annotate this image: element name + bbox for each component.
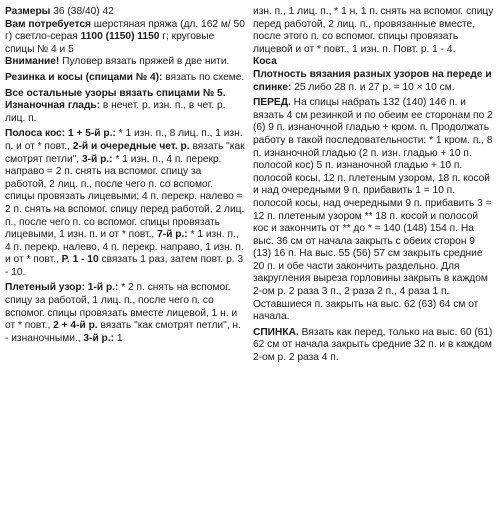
text-run: вязать по схеме. bbox=[162, 71, 245, 83]
text-run: На спицы набрать 132 (140) 146 п. и вязать 4 см резинкой и по обеим ее сторонам по 2 (6) 9 п. изнаночной гладью + кром. п. Продолжать работу в такой последовательности: * 1 кром. п., 8 п. изнаночной гладью (2 п. изн. гладью + 10 п. полосой кос) 5 п. изнаночной гладью + 10 п. полосой косы, 12 п. плетеным узором, 18 п. косой и над очередными 9 п. прибавить 1 = 10 п. полосой косы, над очередными 9 п. прибавить 3 = 12 п. плетеным узором ** 18 п. косой и полосой кос и закончить от ** до * = 140 (148) 154 п. На выс. 36 см от начала закрыть с обеих сторон 9 (13) 16 п. На выс. 55 (56) 57 см закрыть средние 20 п. и обе части закончить раздельно. Для закругления выреза горловины закрыть в каждом 2-ом р. 2 раза 3 п., 2 раза 2 п., 4 раза 1 п. Оставшиеся п. закрыть на выс. 62 (63) 64 см от начала. bbox=[253, 97, 493, 323]
bold-text-run: Все остальные узоры вязать спицами № 5. bbox=[5, 87, 226, 99]
bold-text-run: Вам потребуется bbox=[5, 18, 91, 30]
bold-text-run: 2 + 4-й р. bbox=[53, 320, 98, 332]
bold-text-run: 7-й р.: bbox=[157, 229, 188, 241]
bold-text-run: Коса bbox=[253, 56, 277, 68]
right-column bbox=[253, 6, 495, 524]
paragraph-purl-stitch bbox=[5, 100, 245, 125]
text-run: шерстяная пряжа (дл. 162 м/ 50 г) светло-серая bbox=[5, 18, 245, 43]
bold-text-run: ПЕРЕД. bbox=[253, 97, 291, 109]
bold-text-run: 3-й р.: bbox=[83, 332, 114, 344]
bold-text-run: 3-й р.: bbox=[81, 153, 113, 165]
paragraph-attention bbox=[5, 56, 245, 69]
bold-text-run: Внимание! bbox=[5, 56, 60, 68]
text-run: г; круговые спицы № 4 и 5 bbox=[5, 31, 215, 55]
paragraph-rib-heading bbox=[5, 72, 245, 85]
text-run: в нечет. р. изн. п., в чет. р. лиц. п. bbox=[5, 100, 226, 124]
text-run: * 1 изн. п., 8 лиц. п., 1 изн. п. и от * повт., bbox=[5, 128, 243, 152]
text-run: 36 (38/40) 42 bbox=[50, 6, 114, 17]
text-run: * 2 п. снять на вспомог. спицу за работой, 1 лиц. п., после чего п. со вспомог. спицы провязать вместе лицевой, 1 н. и от * повт., bbox=[5, 282, 238, 332]
paragraph-braid-cont bbox=[253, 6, 495, 56]
bold-text-run: Плетеный узор: 1-й р.: bbox=[5, 282, 119, 294]
paragraph-braid-pattern bbox=[5, 282, 245, 345]
bold-text-run: Р. 1 - 10 bbox=[61, 254, 99, 266]
text-run: 25 либо 28 п. и 27 р. = 10 × 10 см. bbox=[291, 81, 455, 93]
paragraph-sizes bbox=[5, 6, 245, 19]
text-run: Пуловер вязать пряжей в две нити. bbox=[59, 56, 230, 68]
paragraph-other-heading bbox=[5, 88, 245, 101]
bold-text-run: Полоса кос: 1 + 5-й р.: bbox=[5, 128, 116, 140]
bold-text-run: 2-й и очередные чет. р. bbox=[72, 140, 190, 152]
paragraph-cable-strip bbox=[5, 128, 245, 279]
bold-text-run: Плотность вязания разных узоров на переде и спинке: bbox=[253, 68, 492, 93]
bold-text-run: СПИНКА. bbox=[253, 326, 299, 338]
left-column bbox=[5, 6, 245, 524]
paragraph-gauge bbox=[253, 69, 495, 94]
paragraph-back bbox=[253, 327, 495, 365]
text-run: вязать "как смотрят петли", bbox=[5, 140, 245, 165]
paragraph-braid-word bbox=[253, 56, 495, 69]
text-run: изн. п., 1 лиц. п., * 1 н, 1 п. снять на вспомог. спицу перед работой, 2 лиц. п., провязанные вместе, после этого п. со вспомог. спицы провязать лицевой и от * повт., 1 изн. п. Повт. р. 1 - 4. bbox=[253, 6, 494, 55]
text-run: * 1 изн. п., 4 п. перекр. налево, 4 п. перекр. направо, 1 изн. п. и от * повт., bbox=[5, 229, 244, 266]
text-run: * 1 изн. п., 4 п. перекр. направо = 2 п. снять на вспомог. спицу за работой, 2 лиц. п., после чего п. со вспомог. спицы провязать лицевыми; 4 п. перекр. налево = 2 п. снять на вспомог. спицу перед работой, 2 лиц. п., после чего п. со вспомог. спицы провязать лицевыми, 1 изн. п. и от * повт., bbox=[5, 153, 245, 241]
paragraph-front bbox=[253, 97, 495, 324]
bold-text-run: Резинка и косы (спицами № 4): bbox=[5, 71, 163, 83]
paragraph-materials bbox=[5, 19, 245, 57]
bold-text-run: Размеры bbox=[5, 6, 51, 17]
text-run: связать 1 раз, затем повт. р. 3 - 10. bbox=[5, 254, 244, 278]
text-run: Вязать как перед, только на выс. 60 (61) 62 см от начала закрыть средние 32 п. и в каждом 2-ом р. 2 раза 4 п. bbox=[253, 326, 493, 364]
text-run: вязать "как смотрят петли", н. - изнаночными., bbox=[5, 320, 241, 344]
bold-text-run: Изнаночная гладь: bbox=[5, 100, 101, 112]
bold-text-run: 1100 (1150) 1150 bbox=[80, 31, 160, 43]
text-run: 1 bbox=[114, 332, 123, 344]
